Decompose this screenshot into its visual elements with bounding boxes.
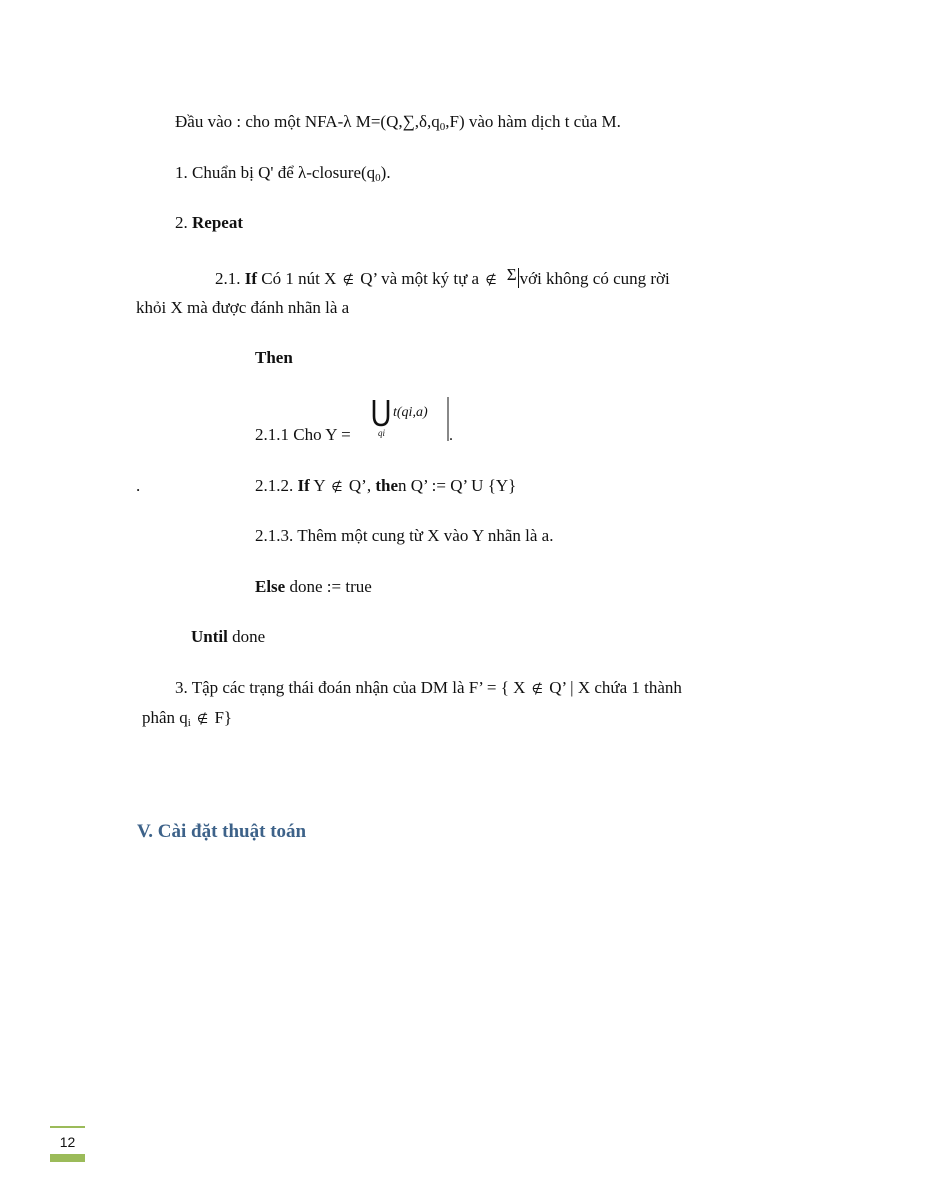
not-element-symbol: ∉ (531, 682, 543, 697)
then-keyword-partial: the (375, 476, 398, 495)
repeat-keyword: Repeat (192, 213, 243, 232)
step-2-1-continued: khỏi X mà được đánh nhãn là a (136, 298, 350, 317)
step-3: 3. Tập các trạng thái đoán nhận của DM là F’ = { X ∉ Q’ | X chứa 1 thành (175, 678, 682, 697)
if-keyword: If (244, 269, 258, 288)
not-element-symbol: ∉ (331, 480, 343, 495)
then-line (255, 348, 293, 368)
not-element-symbol: ∉ (342, 273, 354, 288)
formula-subscript: qi (378, 428, 386, 438)
input-line: Đầu vào : cho một NFA-λ $M=(Q,\sum,\delta,q_0,F)$ vào hàm dịch t của M. (175, 112, 621, 133)
page-number-box (50, 1126, 85, 1162)
then-keyword: Then (255, 348, 293, 367)
step-1: 1. Chuẩn bị Q' để $\lambda-closure(q_0)$. (175, 163, 391, 184)
formula-period: . (449, 427, 453, 444)
page-number-bar (50, 1154, 85, 1162)
else-line: Else done := true (255, 577, 372, 596)
step-2-1: 2.1. If Có 1 nút X ∉ Q’ và một ký tự a ∉ Σ với không có cung rời (215, 265, 670, 288)
section-heading: V. Cài đặt thuật toán (137, 821, 307, 842)
step-2-1-1: 2.1.1 Cho Y = (255, 425, 351, 444)
step-2-1-2-dot: . (136, 476, 141, 495)
step-3-continued: phân $q_i$ ∉ F} (142, 708, 233, 729)
else-keyword: Else (255, 577, 286, 596)
formula-term: t(qi,a) (393, 405, 428, 420)
sigma-symbol: Σ (506, 265, 517, 284)
cursor-bar (518, 268, 519, 288)
until-line: Until done (191, 627, 266, 646)
step-2-1-3: 2.1.3. Thêm một cung từ X vào Y nhãn là a. (255, 526, 554, 545)
big-union-symbol (374, 400, 388, 425)
step-2-1-2: 2.1.2. If Y ∉ Q’, then Q’ := Q’ U {Y} (255, 476, 517, 495)
if-keyword: If (297, 476, 310, 495)
not-element-symbol: ∉ (485, 273, 497, 288)
step-2: 2. Repeat (175, 213, 243, 232)
page-number: 12 (59, 1134, 76, 1150)
union-formula (369, 392, 457, 444)
until-keyword: Until (191, 627, 228, 646)
not-element-symbol: ∉ (196, 712, 209, 727)
